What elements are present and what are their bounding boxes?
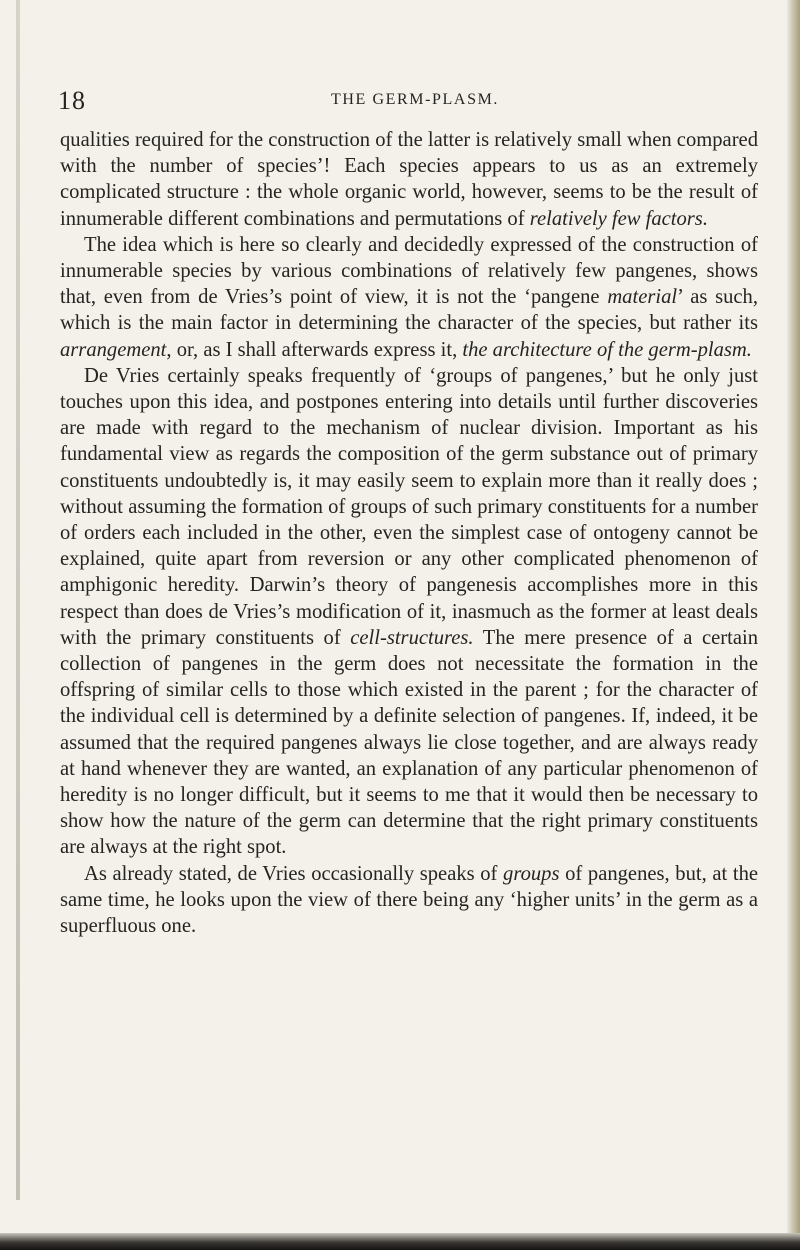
page-left-edge (16, 0, 20, 1200)
paragraph-3 (60, 363, 758, 861)
paragraph-2-text-a: The idea which is here so clearly and decidedly expressed of the construction of innumerable species by various combinations of relatively few pangenes, shows that, even from de Vries’s point of view, it is not the ‘pangene (60, 233, 758, 309)
paragraph-4-italic-groups: groups (503, 862, 560, 885)
paragraph-4-text-b: of pangenes, but, at the same time, he looks upon the view of there being any ‘higher units’ in the germ as a superfluous one. (60, 862, 759, 938)
paragraph-2-italic-arrangement: arrangement (60, 338, 167, 361)
running-head: THE GERM-PLASM. (330, 91, 499, 108)
paragraph-2-italic-material: material (607, 286, 678, 309)
paragraph-4 (60, 861, 758, 940)
paragraph-2-text-c: , or, as I shall afterwards express it, (166, 338, 463, 361)
paragraph-3-text-a: De Vries certainly speaks frequently of ‘groups of pangenes,’ but he only just touches upon this idea, and postpones entering into details until further discoveries are made with regard to the mechanism of nuclear division. Important as his fundamental view as regards the composition of the germ substance out of primary constituents undoubtedly is, it may easily seem to explain more than it really does ; without assuming the formation of groups of such primary constituents for a number of orders each included in the other, even the simplest case of ontogeny cannot be explained, quite apart from reversion or any other complicated phenomenon of amphigonic heredity. Darwin’s theory of pangenesis accomplishes more in this respect than does de Vries’s modification of it, inasmuch as the former at least deals with the primary constituents of (60, 364, 758, 649)
paragraph-2-text-b: ’ as such, which is the main factor in determining the character of the species, but rather its (60, 286, 758, 335)
paragraph-3-italic-cell-structures: cell-structures. (350, 626, 474, 649)
paragraph-3-text-b: The mere presence of a certain collection of pangenes in the germ does not necessitate the formation in the offspring of similar cells to those which existed in the parent ; for the character of the individual cell is determined by a definite selection of pangenes. If, indeed, it be assumed that the required pangenes always lie close together, and are always ready at hand whenever they are wanted, an explanation of any particular phenomenon of heredity is no longer difficult, but it seems to me that it would then be necessary to show how the nature of the germ can determine that the right primary constituents are always at the right spot. (60, 626, 758, 859)
paragraph-1 (60, 127, 758, 232)
paragraph-4-text-a: As already stated, de Vries occasionally speaks of (84, 862, 504, 885)
paragraph-2 (60, 232, 758, 363)
page-header (58, 86, 752, 115)
paragraph-1-text: qualities required for the construction of the latter is relatively small when compared with the number of species’! Each species appears to us as an extremely complicated structure : the whole organic world, however, seems to be the result of innumerable different combinations and permutations of (60, 129, 758, 230)
page-bottom-edge (0, 1233, 800, 1250)
page-right-edge (786, 0, 800, 1250)
body-text (60, 127, 758, 939)
paragraph-1-italic: relatively few factors. (529, 207, 708, 230)
paragraph-2-italic-architecture: the architecture of the germ-plasm. (462, 338, 752, 361)
page-number: 18 (58, 86, 86, 115)
